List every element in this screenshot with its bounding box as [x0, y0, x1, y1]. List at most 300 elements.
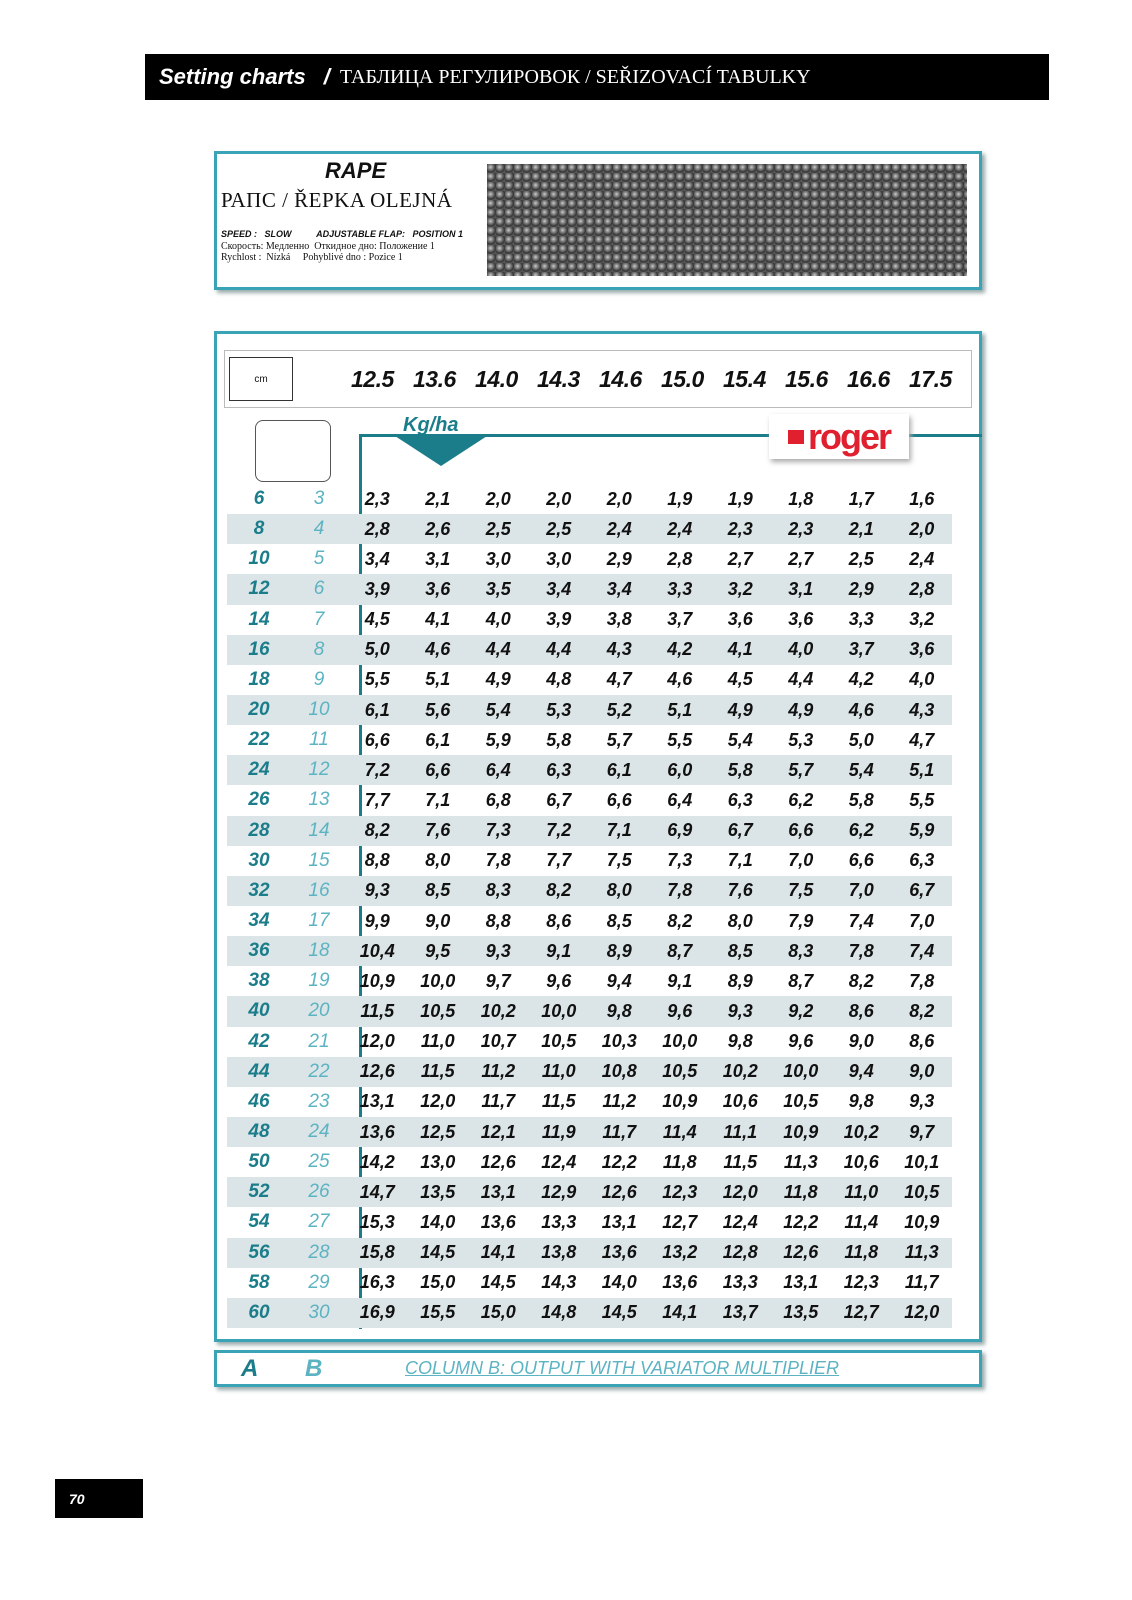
roger-logo: [769, 414, 909, 459]
rate-cell: 14,1: [468, 1238, 529, 1268]
column-b-cell: 5: [313, 548, 325, 570]
width-value: 16.6: [847, 365, 890, 392]
rate-cell: 10,0: [420, 970, 456, 991]
rate-cell: 10,9: [904, 1211, 940, 1232]
rate-cell: 7,7: [546, 850, 572, 871]
rate-cell: 10,5: [408, 996, 469, 1026]
rate-cell: 9,7: [485, 970, 511, 991]
table-row: [227, 906, 952, 936]
rate-cell: 7,2: [347, 755, 408, 785]
rate-cell: 7,5: [606, 850, 632, 871]
column-a-cell: 32: [227, 876, 291, 906]
rate-cell: 7,9: [788, 910, 814, 931]
speed-ru: Скорость: Медленно Откидное дно: Положение 1: [221, 241, 435, 252]
rate-cell: 3,6: [788, 609, 814, 630]
rate-cell: 9,4: [606, 970, 632, 991]
rate-cell: 8,2: [848, 970, 874, 991]
rate-cell: 5,3: [529, 695, 590, 725]
column-b-cell: 13: [308, 789, 330, 811]
rate-cell: 2,9: [831, 574, 892, 604]
rate-cell: 16,9: [347, 1298, 408, 1328]
rate-cell: 16,3: [359, 1272, 395, 1293]
rate-cell: 13,8: [529, 1238, 590, 1268]
table-row: [227, 1268, 952, 1298]
column-b-cell: 12: [291, 755, 347, 785]
column-a-cell: 22: [248, 729, 270, 751]
rate-cell: 9,8: [589, 996, 650, 1026]
rate-cell: 12,6: [347, 1057, 408, 1087]
table-row: [227, 484, 952, 514]
rate-cell: 11,0: [420, 1031, 455, 1052]
rate-cell: 9,8: [848, 1091, 874, 1112]
rate-cell: 13,3: [541, 1211, 577, 1232]
rate-cell: 1,7: [848, 488, 874, 509]
rate-cell: 2,0: [485, 488, 511, 509]
rate-cell: 2,1: [425, 488, 451, 509]
product-name: RAPE: [325, 158, 387, 183]
rate-cell: 7,4: [848, 910, 874, 931]
rate-cell: 10,5: [650, 1057, 711, 1087]
column-a-cell: 54: [248, 1211, 270, 1233]
legend-a: A: [241, 1354, 259, 1382]
rate-cell: 9,9: [364, 910, 390, 931]
rate-cell: 12,2: [601, 1151, 637, 1172]
gearbox-icon: [255, 420, 331, 482]
rate-cell: 10,5: [892, 1177, 953, 1207]
rate-cell: 6,1: [425, 729, 451, 750]
column-b-cell: 17: [308, 910, 330, 932]
rate-cell: 12,0: [710, 1177, 771, 1207]
table-row: [227, 1087, 952, 1117]
rate-cell: 5,0: [848, 729, 874, 750]
column-b-cell: 29: [308, 1271, 330, 1293]
rate-cell: 4,7: [909, 729, 935, 750]
rate-cell: 11,8: [662, 1151, 697, 1172]
rate-cell: 2,0: [606, 488, 632, 509]
table-row: [227, 785, 952, 815]
rate-cell: 13,6: [480, 1211, 516, 1232]
rate-cell: 8,6: [909, 1031, 935, 1052]
rate-cell: 1,6: [909, 488, 935, 509]
rate-cell: 4,2: [650, 635, 711, 665]
rate-cell: 8,8: [485, 910, 511, 931]
table-row: [227, 635, 952, 665]
column-a-cell: 48: [227, 1117, 291, 1147]
rate-cell: 5,1: [650, 695, 711, 725]
rate-cell: 4,8: [546, 669, 572, 690]
rate-cell: 8,9: [727, 970, 753, 991]
rate-cell: 4,6: [408, 635, 469, 665]
speed-cz: Rychlost : Nízká Pohyblivé dno : Pozice 1: [221, 252, 403, 263]
table-row: [227, 996, 952, 1026]
rate-cell: 8,9: [589, 936, 650, 966]
table-row: [227, 1147, 952, 1177]
rate-cell: 8,6: [831, 996, 892, 1026]
rate-cell: 2,6: [408, 514, 469, 544]
rate-cell: 12,7: [662, 1211, 698, 1232]
rate-cell: 9,4: [831, 1057, 892, 1087]
rate-cell: 4,0: [485, 609, 511, 630]
column-b-cell: 7: [313, 608, 325, 630]
rate-cell: 4,2: [848, 669, 874, 690]
rate-cell: 13,6: [347, 1117, 408, 1147]
rate-cell: 4,4: [788, 669, 814, 690]
rate-cell: 6,3: [909, 850, 935, 871]
table-row: [227, 1177, 952, 1207]
rate-cell: 6,2: [788, 789, 814, 810]
column-b-cell: 24: [291, 1117, 347, 1147]
width-value: 12.5: [351, 365, 394, 392]
rate-cell: 6,4: [667, 789, 693, 810]
rate-cell: 14,2: [359, 1151, 395, 1172]
rate-cell: 7,1: [589, 816, 650, 846]
rate-cell: 11,5: [347, 996, 408, 1026]
rate-cell: 2,3: [364, 488, 390, 509]
rate-cell: 12,6: [771, 1238, 832, 1268]
rate-cell: 13,1: [601, 1211, 637, 1232]
rate-cell: 13,1: [359, 1091, 395, 1112]
rate-cell: 4,6: [667, 669, 693, 690]
rate-cell: 4,6: [831, 695, 892, 725]
rate-cell: 5,4: [831, 755, 892, 785]
rate-cell: 9,1: [667, 970, 693, 991]
table-row: [227, 1117, 952, 1147]
rate-cell: 6,6: [848, 850, 874, 871]
table-row: [227, 725, 952, 755]
width-value: 14.0: [475, 365, 518, 392]
column-b-cell: 3: [313, 488, 325, 510]
rate-cell: 15,8: [347, 1238, 408, 1268]
rate-cell: 4,1: [710, 635, 771, 665]
rate-cell: 3,3: [650, 574, 711, 604]
column-b-cell: 25: [308, 1151, 330, 1173]
column-b-cell: 14: [291, 816, 347, 846]
rate-cell: 11,0: [529, 1057, 590, 1087]
rate-cell: 4,5: [364, 609, 390, 630]
column-a-cell: 10: [248, 548, 270, 570]
rate-cell: 13,1: [783, 1272, 819, 1293]
rate-cell: 11,0: [831, 1177, 892, 1207]
header-title-ru-cz: ТАБЛИЦА РЕГУЛИРОВОК / SEŘIZOVACÍ TABULKY: [339, 65, 811, 88]
rate-cell: 3,1: [425, 548, 451, 569]
rate-cell: 12,9: [529, 1177, 590, 1207]
rate-cell: 3,6: [892, 635, 953, 665]
rate-cell: 3,6: [727, 609, 753, 630]
rate-cell: 10,5: [783, 1091, 819, 1112]
rate-cell: 3,4: [529, 574, 590, 604]
rate-cell: 3,4: [589, 574, 650, 604]
rate-cell: 9,6: [650, 996, 711, 1026]
width-value: 14.3: [537, 365, 580, 392]
rate-cell: 5,9: [892, 816, 953, 846]
rate-cell: 8,8: [364, 850, 390, 871]
column-a-cell: 20: [227, 695, 291, 725]
rate-cell: 4,0: [771, 635, 832, 665]
rate-cell: 6,6: [771, 816, 832, 846]
rate-cell: 6,7: [546, 789, 572, 810]
rate-cell: 1,9: [727, 488, 753, 509]
rate-cell: 9,7: [892, 1117, 953, 1147]
rate-cell: 2,1: [831, 514, 892, 544]
rate-cell: 2,3: [710, 514, 771, 544]
rate-cell: 12,6: [480, 1151, 516, 1172]
column-b-cell: 4: [291, 514, 347, 544]
rate-cell: 8,5: [408, 876, 469, 906]
column-b-cell: 21: [308, 1030, 330, 1052]
rate-cell: 8,3: [771, 936, 832, 966]
rate-cell: 5,7: [606, 729, 632, 750]
rate-cell: 3,8: [606, 609, 632, 630]
rate-cell: 7,1: [727, 850, 753, 871]
rate-cell: 11,2: [602, 1091, 637, 1112]
rate-cell: 14,3: [541, 1272, 577, 1293]
rate-cell: 5,9: [485, 729, 511, 750]
rate-cell: 6,6: [408, 755, 469, 785]
rate-cell: 5,3: [788, 729, 814, 750]
rate-cell: 5,5: [364, 669, 390, 690]
cm-label: cm: [254, 373, 268, 385]
rate-cell: 9,3: [468, 936, 529, 966]
rate-cell: 2,8: [892, 574, 953, 604]
rate-cell: 14,1: [650, 1298, 711, 1328]
rape-seeds-image: [487, 164, 967, 276]
rate-cell: 2,4: [589, 514, 650, 544]
rate-cell: 12,0: [892, 1298, 953, 1328]
rate-cell: 7,8: [831, 936, 892, 966]
rate-cell: 3,6: [408, 574, 469, 604]
rate-cell: 10,6: [722, 1091, 758, 1112]
column-a-cell: 30: [248, 849, 270, 871]
rate-cell: 8,0: [425, 850, 451, 871]
rate-cell: 10,2: [468, 996, 529, 1026]
rate-cell: 10,0: [662, 1031, 698, 1052]
column-b-cell: 16: [291, 876, 347, 906]
rate-cell: 6,7: [892, 876, 953, 906]
rate-cell: 12,5: [408, 1117, 469, 1147]
rate-cell: 6,2: [831, 816, 892, 846]
rate-cell: 11,1: [710, 1117, 771, 1147]
rate-cell: 2,5: [468, 514, 529, 544]
rate-cell: 10,2: [831, 1117, 892, 1147]
column-a-cell: 26: [248, 789, 270, 811]
rate-cell: 3,3: [848, 609, 874, 630]
rate-cell: 10,4: [347, 936, 408, 966]
rate-cell: 9,6: [546, 970, 572, 991]
rate-cell: 8,2: [667, 910, 693, 931]
rate-cell: 5,0: [347, 635, 408, 665]
rate-cell: 8,5: [710, 936, 771, 966]
rate-cell: 11,5: [408, 1057, 469, 1087]
table-row: [227, 1238, 952, 1268]
rate-cell: 9,6: [788, 1031, 814, 1052]
rate-cell: 8,5: [606, 910, 632, 931]
rate-cell: 7,7: [364, 789, 390, 810]
rate-cell: 10,7: [480, 1031, 516, 1052]
rate-cell: 2,8: [347, 514, 408, 544]
rate-cell: 5,8: [546, 729, 572, 750]
rate-cell: 3,9: [546, 609, 572, 630]
rate-cell: 14,0: [601, 1272, 637, 1293]
rate-cell: 6,9: [650, 816, 711, 846]
column-a-cell: 56: [227, 1238, 291, 1268]
rate-cell: 5,1: [425, 669, 451, 690]
rate-cell: 12,7: [831, 1298, 892, 1328]
rate-cell: 14,0: [420, 1211, 456, 1232]
rate-cell: 13,7: [710, 1298, 771, 1328]
rate-cell: 7,3: [667, 850, 693, 871]
rate-cell: 4,9: [485, 669, 511, 690]
table-row: [227, 544, 952, 574]
rate-cell: 6,6: [364, 729, 390, 750]
rate-cell: 11,4: [650, 1117, 711, 1147]
column-a-cell: 14: [248, 608, 270, 630]
rate-cell: 4,4: [529, 635, 590, 665]
rate-cell: 12,0: [359, 1031, 395, 1052]
rate-cell: 13,3: [722, 1272, 758, 1293]
rate-cell: 15,5: [408, 1298, 469, 1328]
rate-cell: 12,1: [468, 1117, 529, 1147]
column-a-cell: 24: [227, 755, 291, 785]
product-box: [214, 151, 982, 290]
column-a-cell: 52: [227, 1177, 291, 1207]
rate-cell: 14,5: [408, 1238, 469, 1268]
rate-cell: 4,9: [710, 695, 771, 725]
column-b-cell: 18: [291, 936, 347, 966]
column-b-cell: 27: [308, 1211, 330, 1233]
column-b-cell: 10: [291, 695, 347, 725]
rate-cell: 14,8: [529, 1298, 590, 1328]
rate-cell: 13,6: [589, 1238, 650, 1268]
brand-name: roger: [807, 415, 891, 457]
rate-cell: 9,8: [727, 1031, 753, 1052]
column-b-cell: 6: [291, 574, 347, 604]
column-a-cell: 34: [248, 910, 270, 932]
column-b-cell: 23: [308, 1090, 330, 1112]
rate-cell: 13,2: [650, 1238, 711, 1268]
rate-table: [227, 484, 952, 1328]
column-a-cell: 60: [227, 1298, 291, 1328]
rate-cell: 2,3: [771, 514, 832, 544]
rate-cell: 7,8: [909, 970, 935, 991]
rate-cell: 11,7: [904, 1272, 939, 1293]
rate-cell: 8,2: [529, 876, 590, 906]
rate-cell: 12,3: [843, 1272, 879, 1293]
column-b-cell: 11: [309, 729, 329, 751]
rate-cell: 15,0: [420, 1272, 456, 1293]
rate-cell: 11,8: [771, 1177, 832, 1207]
column-b-cell: 15: [308, 849, 330, 871]
rate-cell: 8,3: [468, 876, 529, 906]
rate-cell: 13,0: [420, 1151, 456, 1172]
width-value: 13.6: [413, 365, 456, 392]
rate-cell: 7,1: [425, 789, 451, 810]
header-separator: /: [323, 64, 330, 89]
legend-b: B: [305, 1354, 323, 1382]
rate-cell: 11,7: [589, 1117, 650, 1147]
rate-cell: 6,3: [727, 789, 753, 810]
rate-cell: 7,0: [831, 876, 892, 906]
table-row: [227, 574, 952, 604]
rate-cell: 7,8: [485, 850, 511, 871]
rate-cell: 6,0: [650, 755, 711, 785]
rate-cell: 11,2: [468, 1057, 529, 1087]
rate-cell: 10,9: [662, 1091, 698, 1112]
rate-cell: 3,4: [364, 548, 390, 569]
column-a-cell: 6: [253, 488, 265, 510]
width-value: 15.0: [661, 365, 704, 392]
table-row: [227, 605, 952, 635]
rate-cell: 7,2: [529, 816, 590, 846]
column-b-cell: 19: [308, 970, 330, 992]
rate-cell: 2,4: [909, 548, 935, 569]
logo-mark-icon: [788, 430, 804, 444]
rate-cell: 11,5: [723, 1151, 758, 1172]
rate-cell: 3,9: [347, 574, 408, 604]
rate-cell: 7,6: [710, 876, 771, 906]
rate-cell: 10,0: [771, 1057, 832, 1087]
rate-cell: 2,7: [788, 548, 814, 569]
rate-cell: 5,6: [408, 695, 469, 725]
rate-cell: 10,6: [843, 1151, 879, 1172]
rate-cell: 5,5: [909, 789, 935, 810]
rate-cell: 11,5: [541, 1091, 576, 1112]
table-row: [227, 755, 952, 785]
rate-cell: 8,2: [892, 996, 953, 1026]
column-b-cell: 28: [291, 1238, 347, 1268]
rate-cell: 5,4: [468, 695, 529, 725]
table-row: [227, 966, 952, 996]
rate-cell: 10,5: [541, 1031, 577, 1052]
width-value: 15.4: [723, 365, 766, 392]
column-a-cell: 28: [227, 816, 291, 846]
rate-cell: 10,9: [359, 970, 395, 991]
table-row: [227, 816, 952, 846]
product-name-alt: РАПС / ŘEPKA OLEJNÁ: [221, 188, 453, 212]
header-title-en: Setting charts: [159, 64, 306, 89]
table-row: [227, 1027, 952, 1057]
rate-cell: 10,8: [589, 1057, 650, 1087]
speed-en: SPEED : SLOW ADJUSTABLE FLAP: POSITION 1: [221, 229, 464, 239]
width-value: 14.6: [599, 365, 642, 392]
rate-cell: 10,9: [771, 1117, 832, 1147]
rate-cell: 5,8: [848, 789, 874, 810]
rate-cell: 13,6: [662, 1272, 698, 1293]
rate-cell: 14,5: [480, 1272, 516, 1293]
rate-cell: 7,0: [909, 910, 935, 931]
page-header: [145, 54, 1049, 100]
rate-cell: 9,3: [710, 996, 771, 1026]
rate-cell: 2,4: [650, 514, 711, 544]
rate-cell: 11,9: [529, 1117, 590, 1147]
rate-cell: 3,2: [710, 574, 771, 604]
width-value: 17.5: [909, 365, 952, 392]
column-a-cell: 46: [248, 1090, 270, 1112]
column-b-cell: 30: [291, 1298, 347, 1328]
rate-cell: 9,3: [347, 876, 408, 906]
column-a-cell: 40: [227, 996, 291, 1026]
rate-cell: 15,0: [468, 1298, 529, 1328]
rate-cell: 4,0: [909, 669, 935, 690]
rate-cell: 4,7: [606, 669, 632, 690]
column-a-cell: 18: [248, 668, 270, 690]
rate-cell: 3,2: [909, 609, 935, 630]
rate-cell: 2,8: [667, 548, 693, 569]
width-header-row: [224, 350, 972, 408]
column-a-cell: 12: [227, 574, 291, 604]
rate-cell: 4,5: [727, 669, 753, 690]
rate-cell: 7,0: [788, 850, 814, 871]
rate-cell: 7,8: [650, 876, 711, 906]
